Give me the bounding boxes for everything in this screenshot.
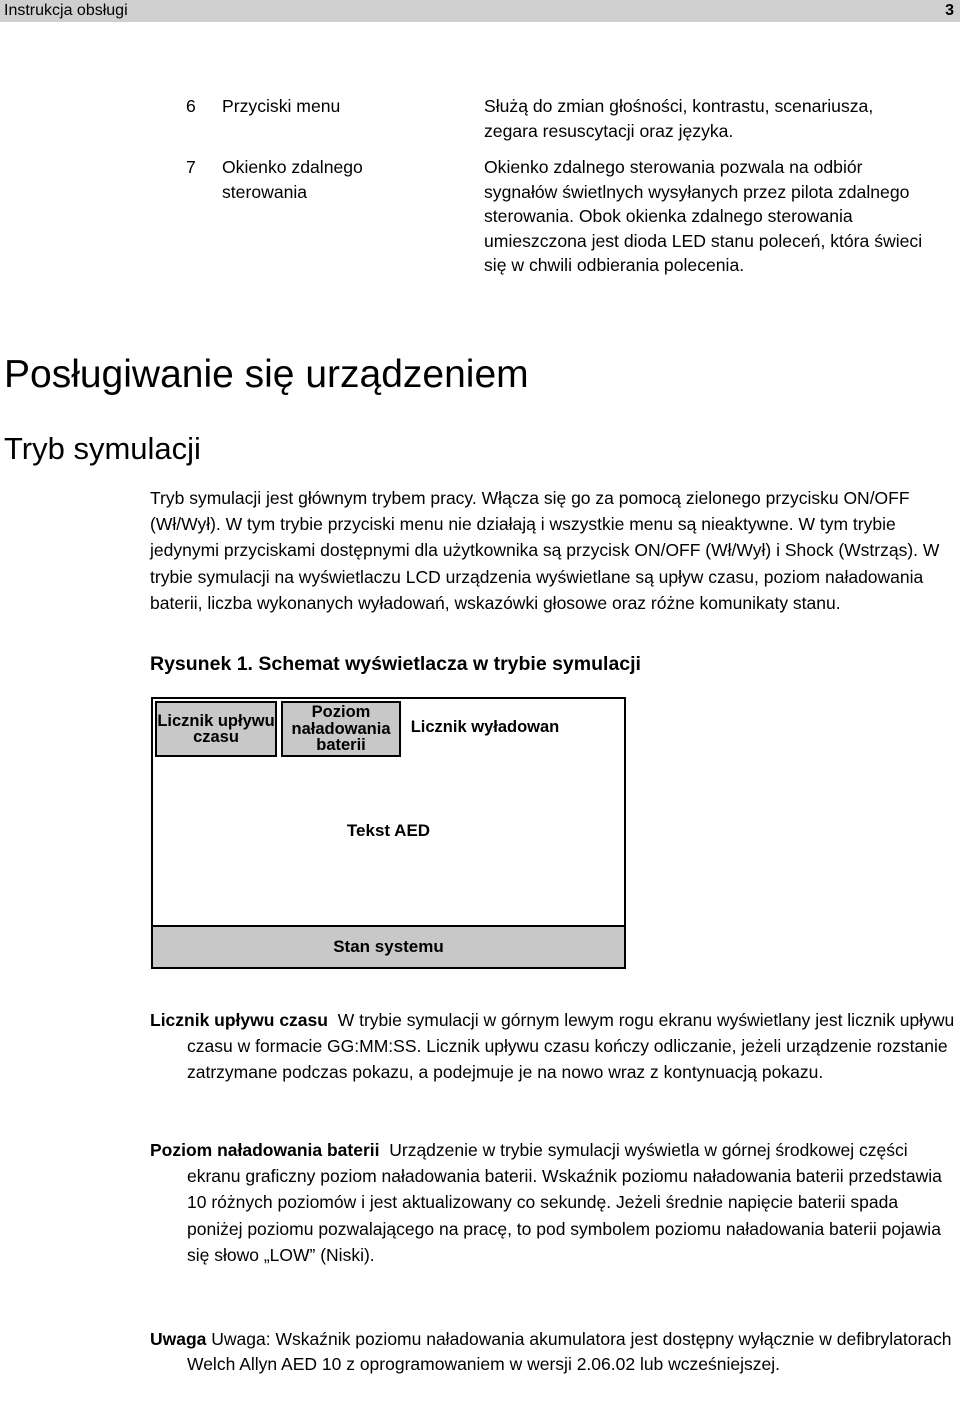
definition-text: W trybie symulacji w górnym lewym rogu ekranu wyświetlany jest licznik upływu czasu w formacie GG:MM:SS. Licznik upływu czasu kończy odliczanie, jeżeli urządzenie rozstanie zatrzymane podczas pokazu, a podejmuje je na nowo wraz z kontynuacją pokazu. xyxy=(187,1010,955,1083)
page-number: 3 xyxy=(945,2,954,19)
definition-term: Licznik upływu czasu xyxy=(150,1010,328,1030)
row-label: Okienko zdalnego sterowania xyxy=(222,157,363,202)
battery-level-label: Poziom naładowania baterii xyxy=(291,703,391,755)
row-description: Służą do zmian głośności, kontrastu, scenariusza, zegara resuscytacji oraz języka. xyxy=(484,96,874,141)
row-label: Przyciski menu xyxy=(222,96,341,116)
row-number: 7 xyxy=(186,157,196,177)
page-header xyxy=(0,0,960,22)
note-block xyxy=(150,1327,958,1377)
definition-elapsed-time xyxy=(150,1007,958,1086)
body-paragraph: Tryb symulacji jest głównym trybem pracy. Włącza się go za pomocą zielonego przycisku ON/OFF (Wł/Wył). W tym trybie przyciski menu nie działają i wszystkie menu są nieaktywne. W tym trybie jedynymi przyciskami dostępnymi dla użytkownika są przycisk ON/OFF (Wł/Wył) i Shock (Wstrząs). W trybie symulacji na wyświetlaczu LCD urządzenia wyświetlane są upływ czasu, poziom naładowania baterii, liczba wykonanych wyładowań, wskazówki głosowe oraz różne komunikaty stanu. xyxy=(150,488,940,613)
note-text: Uwaga: Wskaźnik poziomu naładowania akumulatora jest dostępny wyłącznie w defibrylatorach Welch Allyn AED 10 z oprogramowaniem w wersji 2.06.02 lub wcześniejszej. xyxy=(187,1329,952,1374)
note-label: Uwaga xyxy=(150,1329,207,1349)
row-description: Okienko zdalnego sterowania pozwala na odbiór sygnałów świetlnych wysyłanych przez pilota zdalnego sterowania. Obok okienka zdalnego sterowania umieszczona jest dioda LED stanu poleceń, która świeci się w chwili odbierania polecenia. xyxy=(484,157,923,275)
battery-level-cell xyxy=(281,701,401,757)
row-number: 6 xyxy=(186,96,196,116)
section-heading: Posługiwanie się urządzeniem xyxy=(4,353,529,396)
system-status-label: Stan systemu xyxy=(333,937,444,956)
section-subheading: Tryb symulacji xyxy=(4,431,201,466)
definition-battery-level xyxy=(150,1137,958,1268)
lcd-display-diagram xyxy=(151,697,626,967)
document-title: Instrukcja obsługi xyxy=(4,2,128,19)
system-status-area xyxy=(151,925,626,969)
elapsed-time-cell xyxy=(155,701,277,757)
shock-counter-cell xyxy=(405,701,565,757)
definition-text: Urządzenie w trybie symulacji wyświetla w górnej środkowej części ekranu graficzny poziom naładowania baterii. Wskaźnik poziomu naładowania baterii przedstawia 10 różnych poziomów i jest aktualizowany co sekundę. Jeżeli średnie napięcie baterii spada poniżej poziomu pozwalającego na pracę, to pod symbolem poziomu naładowania baterii pojawia się słowo „LOW” (Niski). xyxy=(187,1140,942,1265)
elapsed-time-label: Licznik upływu czasu xyxy=(157,711,275,746)
aed-text-area: Tekst AED xyxy=(346,821,431,840)
shock-counter-label: Licznik wyładowan xyxy=(410,717,560,736)
definition-term: Poziom naładowania baterii xyxy=(150,1140,380,1160)
figure-caption: Rysunek 1. Schemat wyświetlacza w trybie symulacji xyxy=(150,653,641,675)
